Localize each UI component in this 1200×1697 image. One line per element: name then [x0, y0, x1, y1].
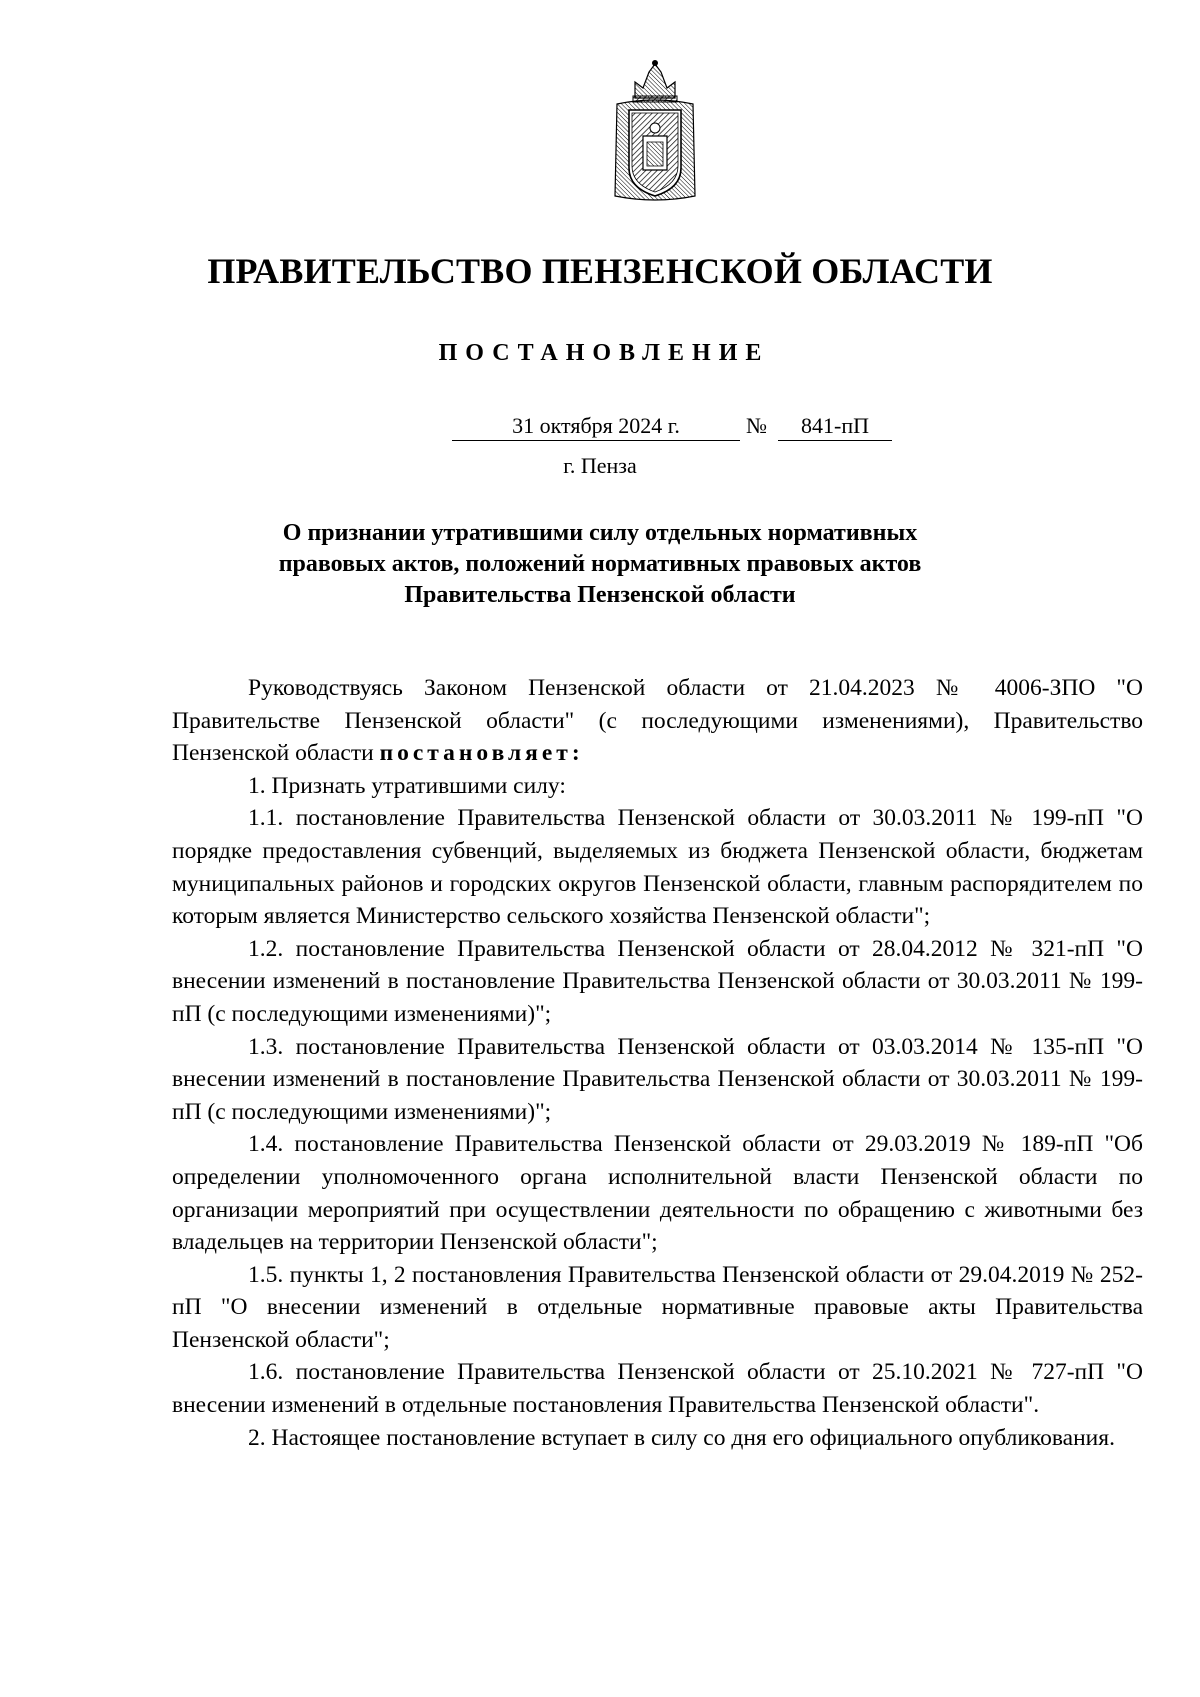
clause-1-2: 1.2. постановление Правительства Пензенской области от 28.04.2012 № 321-пП "О внесении изменений в постановление Правительства Пензенской области от 30.03.2011 № 199-пП (с последующими изменениями)"; [172, 935, 1143, 1027]
city: г. Пенза [563, 453, 637, 478]
coat-of-arms-icon [605, 58, 705, 208]
document-type: ПОСТАНОВЛЕНИЕ [438, 340, 770, 366]
clause-1-1: 1.1. постановление Правительства Пензенской области от 30.03.2011 № 199-пП "О порядке предоставления субвенций, выделяемых из бюджета Пензенской области, бюджетам муниципальных районов и городских округов Пензенской области, главным распорядителем по которым является Министерство сельского хозяйства Пензенской области"; [172, 805, 1143, 930]
clause-1-4: 1.4. постановление Правительства Пензенской области от 29.03.2019 № 189-пП "Об определении уполномоченного органа исполнительной власти Пензенской области по организации мероприятий при осуществлении деятельности по обращению с животными без владельцев на территории Пензенской области"; [172, 1131, 1143, 1256]
preamble-paragraph [172, 672, 1143, 770]
date-number-line [0, 412, 1200, 444]
preamble-text: Руководствуясь Законом Пензенской области от 21.04.2023 № 4006-ЗПО "О Правительстве Пензенской области" (с последующими изменениями), Правительство Пензенской области [172, 675, 1143, 767]
clause-1-3: 1.3. постановление Правительства Пензенской области от 03.03.2014 № 135-пП "О внесении изменений в постановление Правительства Пензенской области от 30.03.2011 № 199-пП (с последующими изменениями)"; [172, 1033, 1143, 1125]
resolves-word: постановляет: [379, 740, 584, 767]
clause-1: 1. Признать утратившими силу: [248, 772, 566, 799]
clause-1-5: 1.5. пункты 1, 2 постановления Правительства Пензенской области от 29.04.2019 № 252-пП "О внесении изменений в отдельные нормативные правовые акты Правительства Пензенской области"; [172, 1261, 1143, 1353]
document-number: 841-пП [778, 412, 892, 441]
clause-2: 2. Настоящее постановление вступает в силу со дня его официального опубликования. [248, 1424, 1115, 1451]
document-body [172, 672, 1143, 1454]
document-subject [200, 518, 1000, 611]
subject-line: О признании утратившими силу отдельных нормативных [282, 520, 918, 546]
clause-1-6: 1.6. постановление Правительства Пензенской области от 25.10.2021 № 727-пП "О внесении изменений в отдельные постановления Правительства Пензенской области". [172, 1359, 1143, 1419]
subject-line: Правительства Пензенской области [404, 582, 796, 608]
number-sign: № [746, 413, 767, 438]
subject-line: правовых актов, положений нормативных правовых актов [278, 551, 922, 577]
government-title: ПРАВИТЕЛЬСТВО ПЕНЗЕНСКОЙ ОБЛАСТИ [207, 251, 993, 291]
document-date: 31 октября 2024 г. [452, 412, 740, 441]
